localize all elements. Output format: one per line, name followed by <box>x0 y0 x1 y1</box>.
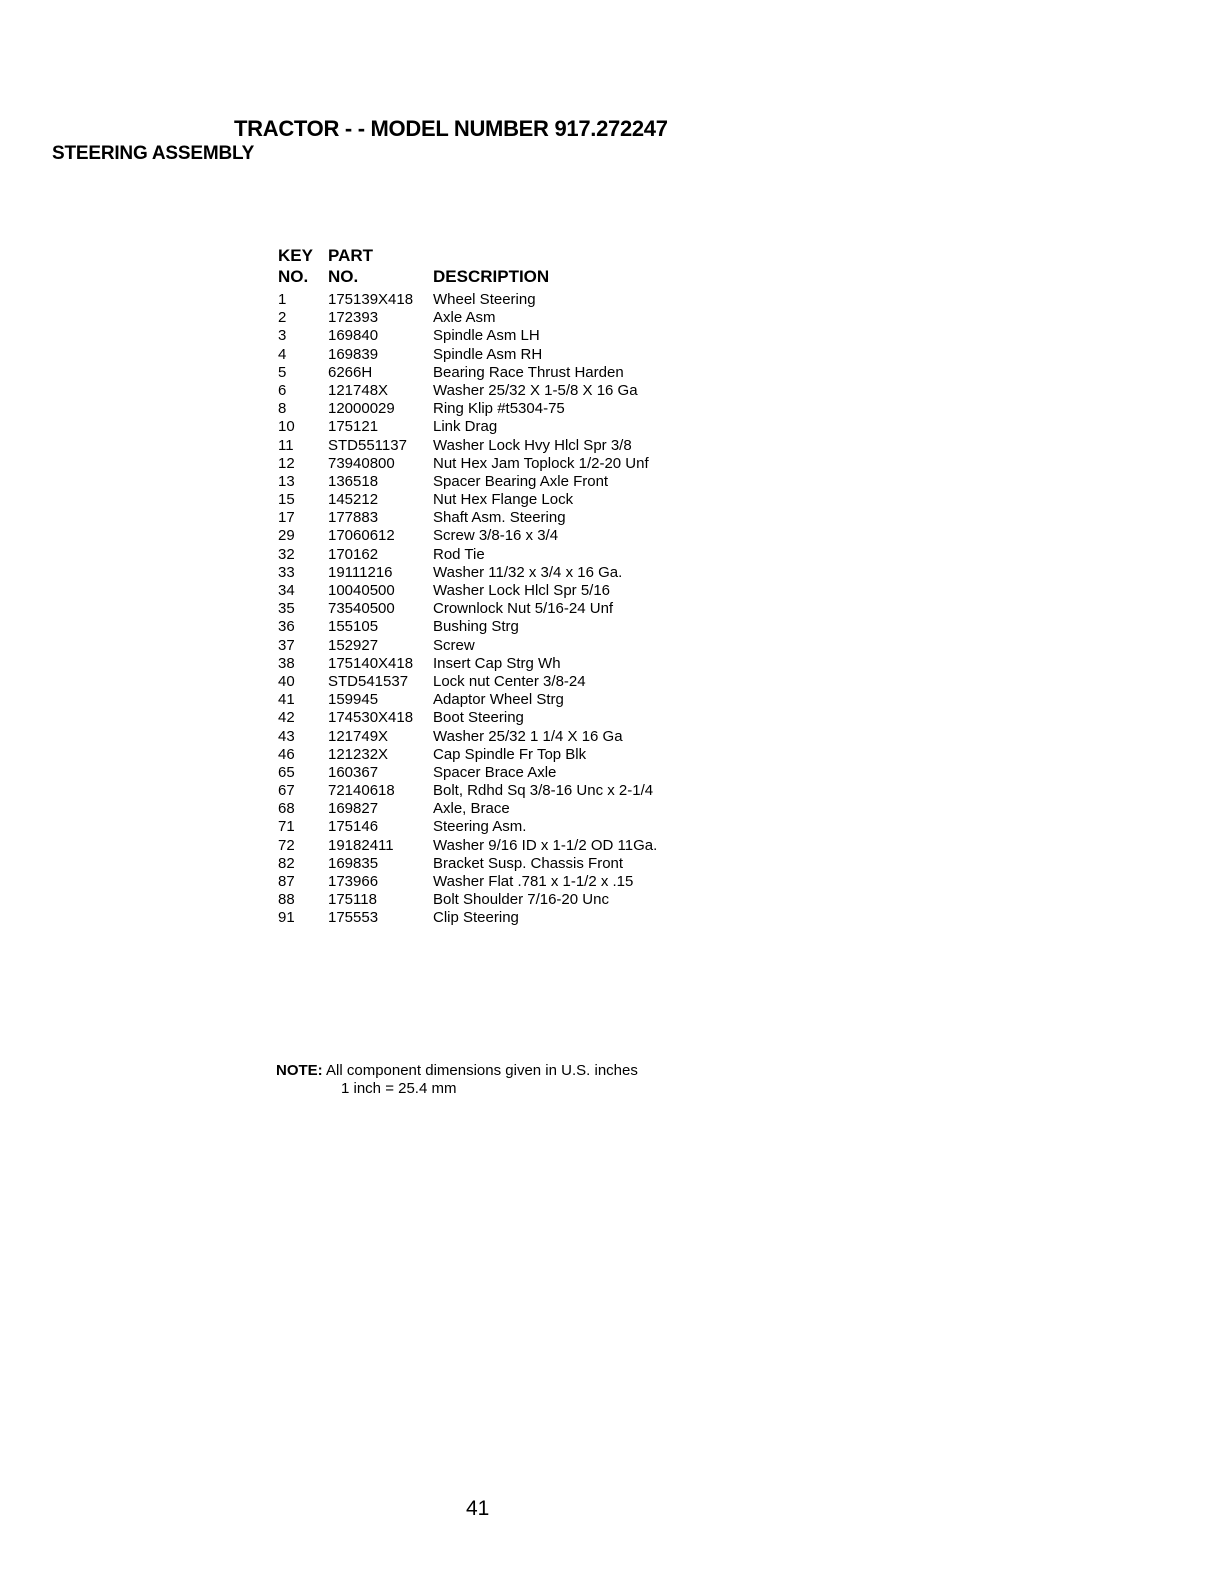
key-no: 5 <box>278 363 287 381</box>
description: Ring Klip #t5304-75 <box>433 400 565 418</box>
header-part-line2: NO. <box>328 267 359 286</box>
part-no: 175146 <box>328 818 379 836</box>
part-no: 121748X <box>328 381 389 399</box>
part-no: 12000029 <box>328 400 395 418</box>
key-no: 8 <box>278 400 287 418</box>
part-no: 145212 <box>328 491 379 509</box>
description: Bearing Race Thrust Harden <box>433 363 624 381</box>
part-no: 174530X418 <box>328 709 414 727</box>
description: Spacer Bearing Axle Front <box>433 472 609 490</box>
note-conversion: 1 inch = 25.4 mm <box>341 1080 457 1097</box>
description: Boot Steering <box>433 709 524 727</box>
key-no: 42 <box>278 709 295 727</box>
description: Steering Asm. <box>433 818 527 836</box>
description: Screw 3/8-16 x 3/4 <box>433 527 559 545</box>
part-no: 10040500 <box>328 582 395 599</box>
part-no: 73540500 <box>328 600 395 618</box>
key-no: 11 <box>278 436 294 454</box>
description: Clip Steering <box>433 909 519 927</box>
key-no: 68 <box>278 800 295 818</box>
header-key-line2: NO. <box>278 267 309 286</box>
description: Lock nut Center 3/8-24 <box>433 672 586 690</box>
key-no: 40 <box>278 672 295 690</box>
description: Washer Lock Hvy Hlcl Spr 3/8 <box>433 436 632 454</box>
description: Adaptor Wheel Strg <box>433 691 564 709</box>
part-no: 170162 <box>328 545 379 563</box>
part-no: 175139X418 <box>328 291 414 308</box>
description: Bolt, Rdhd Sq 3/8-16 Unc x 2-1/4 <box>433 782 654 800</box>
description: Screw <box>433 636 475 654</box>
description: Bracket Susp. Chassis Front <box>433 854 624 872</box>
key-no: 3 <box>278 327 287 345</box>
key-no: 37 <box>278 636 295 654</box>
part-no: 172393 <box>328 309 379 327</box>
description: Crownlock Nut 5/16-24 Unf <box>433 600 614 618</box>
description: Washer 11/32 x 3/4 x 16 Ga. <box>433 563 623 581</box>
note-line-1 <box>276 1062 638 1080</box>
part-no: 136518 <box>328 472 379 490</box>
key-no: 32 <box>278 545 295 563</box>
part-no: 175118 <box>328 891 377 909</box>
key-no: 2 <box>278 309 287 327</box>
header-key-line1: KEY <box>278 246 313 265</box>
part-no: 72140618 <box>328 782 395 800</box>
part-no: 177883 <box>328 509 379 527</box>
description: Nut Hex Flange Lock <box>433 491 574 509</box>
key-no: 91 <box>278 909 295 927</box>
description: Axle, Brace <box>433 800 510 818</box>
part-no: 159945 <box>328 691 379 709</box>
description: Bushing Strg <box>433 618 519 636</box>
part-no: 17060612 <box>328 527 395 545</box>
key-no: 46 <box>278 745 295 763</box>
part-no: 121749X <box>328 727 389 745</box>
key-no: 17 <box>278 509 295 527</box>
description: Shaft Asm. Steering <box>433 509 566 527</box>
part-no: 121232X <box>328 745 389 763</box>
part-no: 73940800 <box>328 454 395 472</box>
key-no: 38 <box>278 654 295 672</box>
description: Nut Hex Jam Toplock 1/2-20 Unf <box>433 454 649 472</box>
key-no: 82 <box>278 854 295 872</box>
key-no: 88 <box>278 891 295 909</box>
description: Rod Tie <box>433 545 485 563</box>
note-text: All component dimensions given in U.S. inches <box>326 1062 638 1079</box>
key-no: 29 <box>278 527 295 545</box>
description: Link Drag <box>433 418 498 436</box>
key-no: 35 <box>278 600 295 618</box>
key-no: 33 <box>278 563 295 581</box>
key-no: 15 <box>278 491 295 509</box>
key-no: 41 <box>278 691 295 709</box>
header-part-line1: PART <box>328 246 374 265</box>
section-title: STEERING ASSEMBLY <box>52 143 255 164</box>
description: Spindle Asm RH <box>433 345 543 363</box>
key-no: 34 <box>278 582 295 599</box>
part-no: 155105 <box>328 618 379 636</box>
key-no: 43 <box>278 727 295 745</box>
description: Washer 25/32 1 1/4 X 16 Ga <box>433 727 623 745</box>
document-title: TRACTOR - - MODEL NUMBER 917.272247 <box>234 116 668 141</box>
note-label: NOTE: <box>276 1062 323 1079</box>
part-no: 175140X418 <box>328 654 414 672</box>
key-no: 71 <box>278 818 295 836</box>
part-no: 169827 <box>328 800 379 818</box>
key-no: 1 <box>278 291 287 308</box>
key-no: 13 <box>278 472 295 490</box>
key-no: 72 <box>278 836 295 854</box>
key-no: 36 <box>278 618 295 636</box>
part-no: 152927 <box>328 636 379 654</box>
key-no: 4 <box>278 345 287 363</box>
description: Spacer Brace Axle <box>433 763 557 781</box>
description: Spindle Asm LH <box>433 327 540 345</box>
part-no: 175553 <box>328 909 379 927</box>
part-no: STD541537 <box>328 672 409 690</box>
description: Bolt Shoulder 7/16-20 Unc <box>433 891 609 909</box>
part-no: 175121 <box>328 418 379 436</box>
header-description: DESCRIPTION <box>433 267 550 286</box>
note <box>276 1062 638 1098</box>
part-no: 169839 <box>328 345 379 363</box>
part-no: 160367 <box>328 763 379 781</box>
part-no: STD551137 <box>328 436 407 454</box>
key-no: 6 <box>278 381 287 399</box>
description: Washer Lock Hlcl Spr 5/16 <box>433 582 611 599</box>
part-no: 169840 <box>328 327 379 345</box>
key-no: 67 <box>278 782 295 800</box>
key-no: 12 <box>278 454 295 472</box>
key-no: 87 <box>278 873 295 890</box>
part-no: 19182411 <box>328 836 394 854</box>
part-no: 19111216 <box>328 563 393 581</box>
page-number: 41 <box>466 1497 490 1520</box>
description: Washer 9/16 ID x 1-1/2 OD 11Ga. <box>433 836 658 854</box>
key-no: 10 <box>278 418 295 436</box>
key-no: 65 <box>278 763 295 781</box>
description: Cap Spindle Fr Top Blk <box>433 745 587 763</box>
part-no: 173966 <box>328 873 379 890</box>
description: Insert Cap Strg Wh <box>433 654 561 672</box>
description: Washer 25/32 X 1-5/8 X 16 Ga <box>433 381 638 399</box>
description: Washer Flat .781 x 1-1/2 x .15 <box>433 873 634 890</box>
description: Axle Asm <box>433 309 496 327</box>
part-no: 169835 <box>328 854 379 872</box>
description: Wheel Steering <box>433 291 536 308</box>
part-no: 6266H <box>328 363 373 381</box>
